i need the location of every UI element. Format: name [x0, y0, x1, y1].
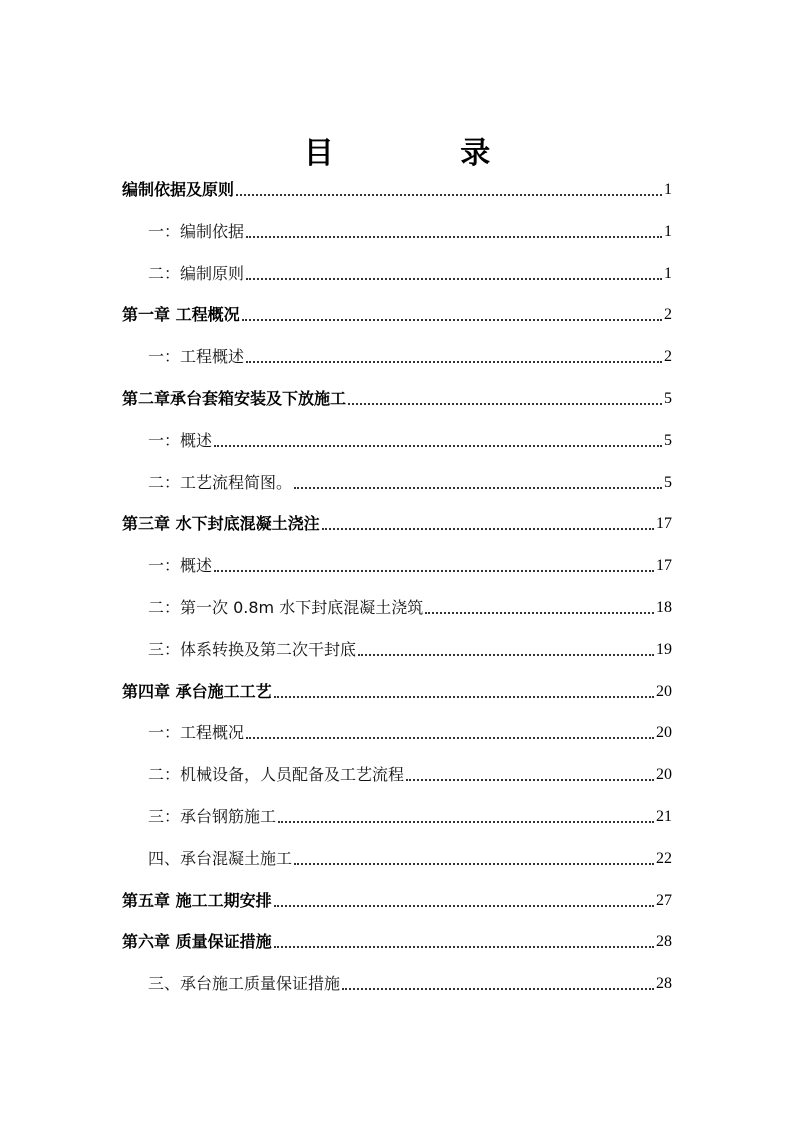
toc-dot-leader [294, 487, 662, 489]
toc-dot-leader [246, 278, 662, 280]
toc-chapter-entry[interactable] [0, 674, 794, 702]
toc-entry-text: 二：机械设备，人员配备及工艺流程 [148, 765, 405, 785]
toc-entry-text: 第三章 水下封底混凝土浇注 [122, 514, 320, 534]
toc-entry-text: 三：承台钢筋施工 [148, 807, 277, 826]
toc-section-entry[interactable] [0, 590, 794, 618]
toc-entry-text: 一：概述 [148, 556, 213, 576]
toc-section-entry[interactable] [0, 256, 794, 284]
toc-page-number: 28 [656, 975, 672, 993]
toc-dot-leader [406, 779, 654, 781]
toc-page-number: 28 [656, 933, 672, 951]
toc-entry-text: 一：概述 [148, 430, 213, 450]
toc-section-entry[interactable] [0, 423, 794, 451]
toc-chapter-entry[interactable] [0, 506, 794, 534]
toc-page-number: 5 [664, 473, 672, 491]
toc-dot-leader [246, 737, 654, 739]
toc-page-number: 5 [664, 390, 672, 407]
toc-dot-leader [236, 194, 662, 196]
toc-dot-leader [274, 905, 654, 907]
toc-section-entry[interactable] [0, 715, 794, 743]
toc-chapter-entry[interactable] [0, 883, 794, 911]
toc-dot-leader [358, 654, 654, 656]
toc-dot-leader [246, 236, 662, 238]
toc-entry-text: 第五章 施工工期安排 [122, 890, 272, 910]
toc-entry-text: 二：工艺流程简图。 [148, 472, 293, 492]
toc-title: 目 录 [303, 136, 549, 171]
toc-page-number: 5 [664, 431, 672, 449]
toc-chapter-entry[interactable] [0, 924, 794, 952]
toc-dot-leader [246, 361, 662, 363]
toc-page-number: 27 [656, 891, 672, 909]
toc-page-number: 21 [656, 808, 672, 825]
toc-entry-text: 第二章承台套箱安装及下放施工 [122, 389, 347, 408]
toc-dot-leader [348, 403, 662, 405]
toc-page-number: 1 [664, 181, 672, 198]
toc-dot-leader [278, 821, 654, 823]
toc-dot-leader [425, 612, 654, 614]
toc-page-number: 20 [656, 766, 672, 784]
toc-chapter-entry[interactable] [0, 381, 794, 409]
toc-entry-text: 三、承台施工质量保证措施 [148, 974, 341, 994]
toc-section-entry[interactable] [0, 548, 794, 576]
toc-section-entry[interactable] [0, 214, 794, 242]
toc-entry-text: 一：工程概述 [148, 347, 245, 367]
toc-dot-leader [274, 696, 654, 698]
toc-page-number: 2 [664, 348, 672, 366]
toc-entry-text: 第六章 质量保证措施 [122, 932, 272, 952]
toc-section-entry[interactable] [0, 465, 794, 493]
toc-page-number: 2 [664, 306, 672, 324]
toc-page-number: 22 [656, 849, 672, 867]
toc-page-number: 1 [664, 222, 672, 240]
toc-dot-leader [342, 988, 654, 990]
toc-dot-leader [322, 528, 654, 530]
toc-section-entry[interactable] [0, 339, 794, 367]
toc-entry-text: 三：体系转换及第二次干封底 [148, 639, 357, 659]
toc-dot-leader [294, 863, 654, 865]
toc-page-number: 20 [656, 682, 672, 700]
toc-page-number: 17 [656, 515, 672, 533]
toc-page-number: 19 [656, 640, 672, 658]
toc-page-number: 17 [656, 557, 672, 575]
toc-chapter-entry[interactable] [0, 297, 794, 325]
toc-page-number: 1 [664, 264, 672, 282]
toc-entry-text: 第一章 工程概况 [122, 305, 240, 325]
toc-dot-leader [242, 319, 662, 321]
toc-dot-leader [214, 570, 654, 572]
toc-entry-text: 一：编制依据 [148, 221, 245, 241]
toc-dot-leader [214, 445, 662, 447]
toc-entry-text: 二：编制原则 [148, 263, 245, 283]
toc-section-entry[interactable] [0, 799, 794, 827]
toc-entry-text: 编制依据及原则 [122, 180, 235, 199]
toc-page-number: 20 [656, 724, 672, 742]
toc-section-entry[interactable] [0, 841, 794, 869]
toc-section-entry[interactable] [0, 966, 794, 994]
toc-entry-text: 第四章 承台施工工艺 [122, 681, 272, 701]
toc-entry-text: 四、承台混凝土施工 [148, 848, 293, 868]
toc-entry-text: 二：第一次 0.8m 水下封底混凝土浇筑 [148, 598, 424, 617]
toc-section-entry[interactable] [0, 757, 794, 785]
toc-entry-text: 一：工程概况 [148, 723, 245, 743]
toc-chapter-entry[interactable] [0, 172, 794, 200]
toc-section-entry[interactable] [0, 632, 794, 660]
toc-dot-leader [274, 946, 654, 948]
toc-page-number: 18 [656, 599, 672, 616]
